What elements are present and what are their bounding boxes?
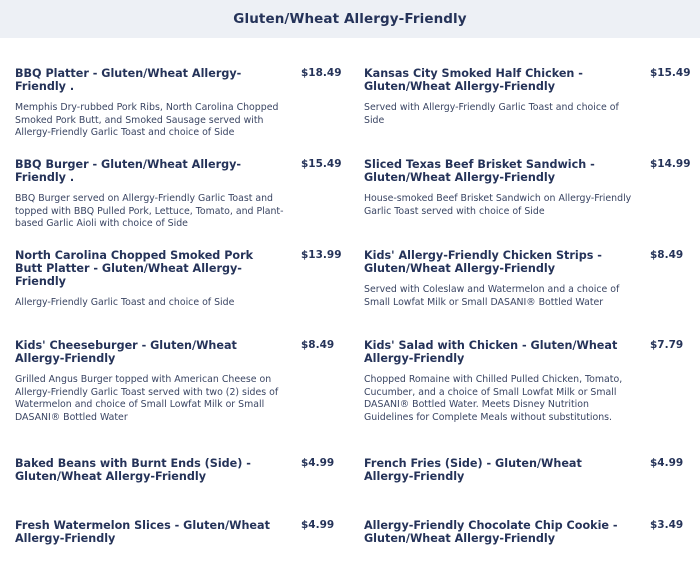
menu-item-name[interactable]: Fresh Watermelon Slices - Gluten/Wheat Allergy-Friendly (15, 519, 270, 545)
menu-item-price: $8.49 (301, 339, 335, 351)
menu-item-name[interactable]: French Fries (Side) - Gluten/Wheat Allergy-Friendly (364, 457, 582, 483)
menu-item-name[interactable]: Baked Beans with Burnt Ends (Side) - Gluten/Wheat Allergy-Friendly (15, 457, 251, 483)
menu-item[interactable] (15, 457, 335, 483)
menu-item-description: Allergy-Friendly Garlic Toast and choice of Side (15, 297, 235, 308)
menu-item-description: Memphis Dry-rubbed Pork Ribs, North Carolina Chopped Smoked Pork Butt, and Smoked Sausage served with Allergy-Friendly Garlic Toast and choice of Side (15, 102, 279, 139)
menu-item[interactable] (364, 249, 684, 309)
section-header (0, 0, 700, 38)
menu-item-price: $7.79 (650, 339, 684, 351)
menu-item-price: $18.49 (301, 67, 342, 79)
menu-item-name[interactable]: Kids' Allergy-Friendly Chicken Strips - Gluten/Wheat Allergy-Friendly (364, 249, 602, 275)
menu-item-name[interactable]: Kansas City Smoked Half Chicken - Gluten/Wheat Allergy-Friendly (364, 67, 583, 93)
menu-item-name[interactable]: BBQ Burger - Gluten/Wheat Allergy-Friendly . (15, 158, 242, 184)
menu-item-name[interactable]: Sliced Texas Beef Brisket Sandwich - Gluten/Wheat Allergy-Friendly (364, 158, 595, 184)
menu-item-price: $3.49 (650, 519, 684, 531)
menu-item[interactable] (15, 249, 342, 310)
menu-item-description: Served with Allergy-Friendly Garlic Toast and choice of Side (364, 102, 619, 126)
section-title: Gluten/Wheat Allergy-Friendly (233, 11, 467, 27)
menu-item-name[interactable]: Allergy-Friendly Chocolate Chip Cookie - Gluten/Wheat Allergy-Friendly (364, 519, 618, 545)
menu-item-price: $15.49 (650, 67, 691, 79)
menu-item[interactable] (364, 158, 691, 218)
menu-item[interactable] (15, 519, 335, 545)
menu-item-description: House-smoked Beef Brisket Sandwich on Allergy-Friendly Garlic Toast served with choice of Side (364, 193, 632, 217)
menu-item-description: BBQ Burger served on Allergy-Friendly Garlic Toast and topped with BBQ Pulled Pork, Lettuce, Tomato, and Plant-based Garlic Aioli with choice of Side (15, 193, 284, 230)
menu-item[interactable] (364, 339, 684, 425)
menu-item-name[interactable]: North Carolina Chopped Smoked Pork Butt Platter - Gluten/Wheat Allergy-Friendly (15, 249, 254, 288)
menu-item-price: $4.99 (650, 457, 684, 469)
menu-item-name[interactable]: Kids' Cheeseburger - Gluten/Wheat Allergy-Friendly (15, 339, 237, 365)
menu-item-price: $4.99 (301, 519, 335, 531)
menu-item[interactable] (364, 457, 684, 483)
menu-item-price: $8.49 (650, 249, 684, 261)
menu-item-name[interactable]: BBQ Platter - Gluten/Wheat Allergy-Friendly . (15, 67, 242, 93)
menu-item[interactable] (15, 67, 342, 140)
menu-item[interactable] (364, 67, 691, 127)
menu-item-description: Chopped Romaine with Chilled Pulled Chicken, Tomato, Cucumber, and a choice of Small Lowfat Milk or Small DASANI® Bottled Water. Meets Disney Nutrition Guidelines for Complete Meals without substitutions. (364, 374, 623, 424)
menu-item[interactable] (15, 158, 342, 231)
menu-item-price: $15.49 (301, 158, 342, 170)
menu-item-price: $13.99 (301, 249, 342, 261)
menu-item-description: Grilled Angus Burger topped with American Cheese on Allergy-Friendly Garlic Toast served with two (2) sides of Watermelon and choice of Small Lowfat Milk or Small DASANI® Bottled Water (15, 374, 279, 424)
menu-item-description: Served with Coleslaw and Watermelon and a choice of Small Lowfat Milk or Small DASANI® Bottled Water (364, 284, 620, 308)
menu-item[interactable] (364, 519, 684, 545)
menu-item[interactable] (15, 339, 335, 425)
menu-item-price: $4.99 (301, 457, 335, 469)
menu-item-price: $14.99 (650, 158, 691, 170)
menu-item-name[interactable]: Kids' Salad with Chicken - Gluten/Wheat Allergy-Friendly (364, 339, 618, 365)
